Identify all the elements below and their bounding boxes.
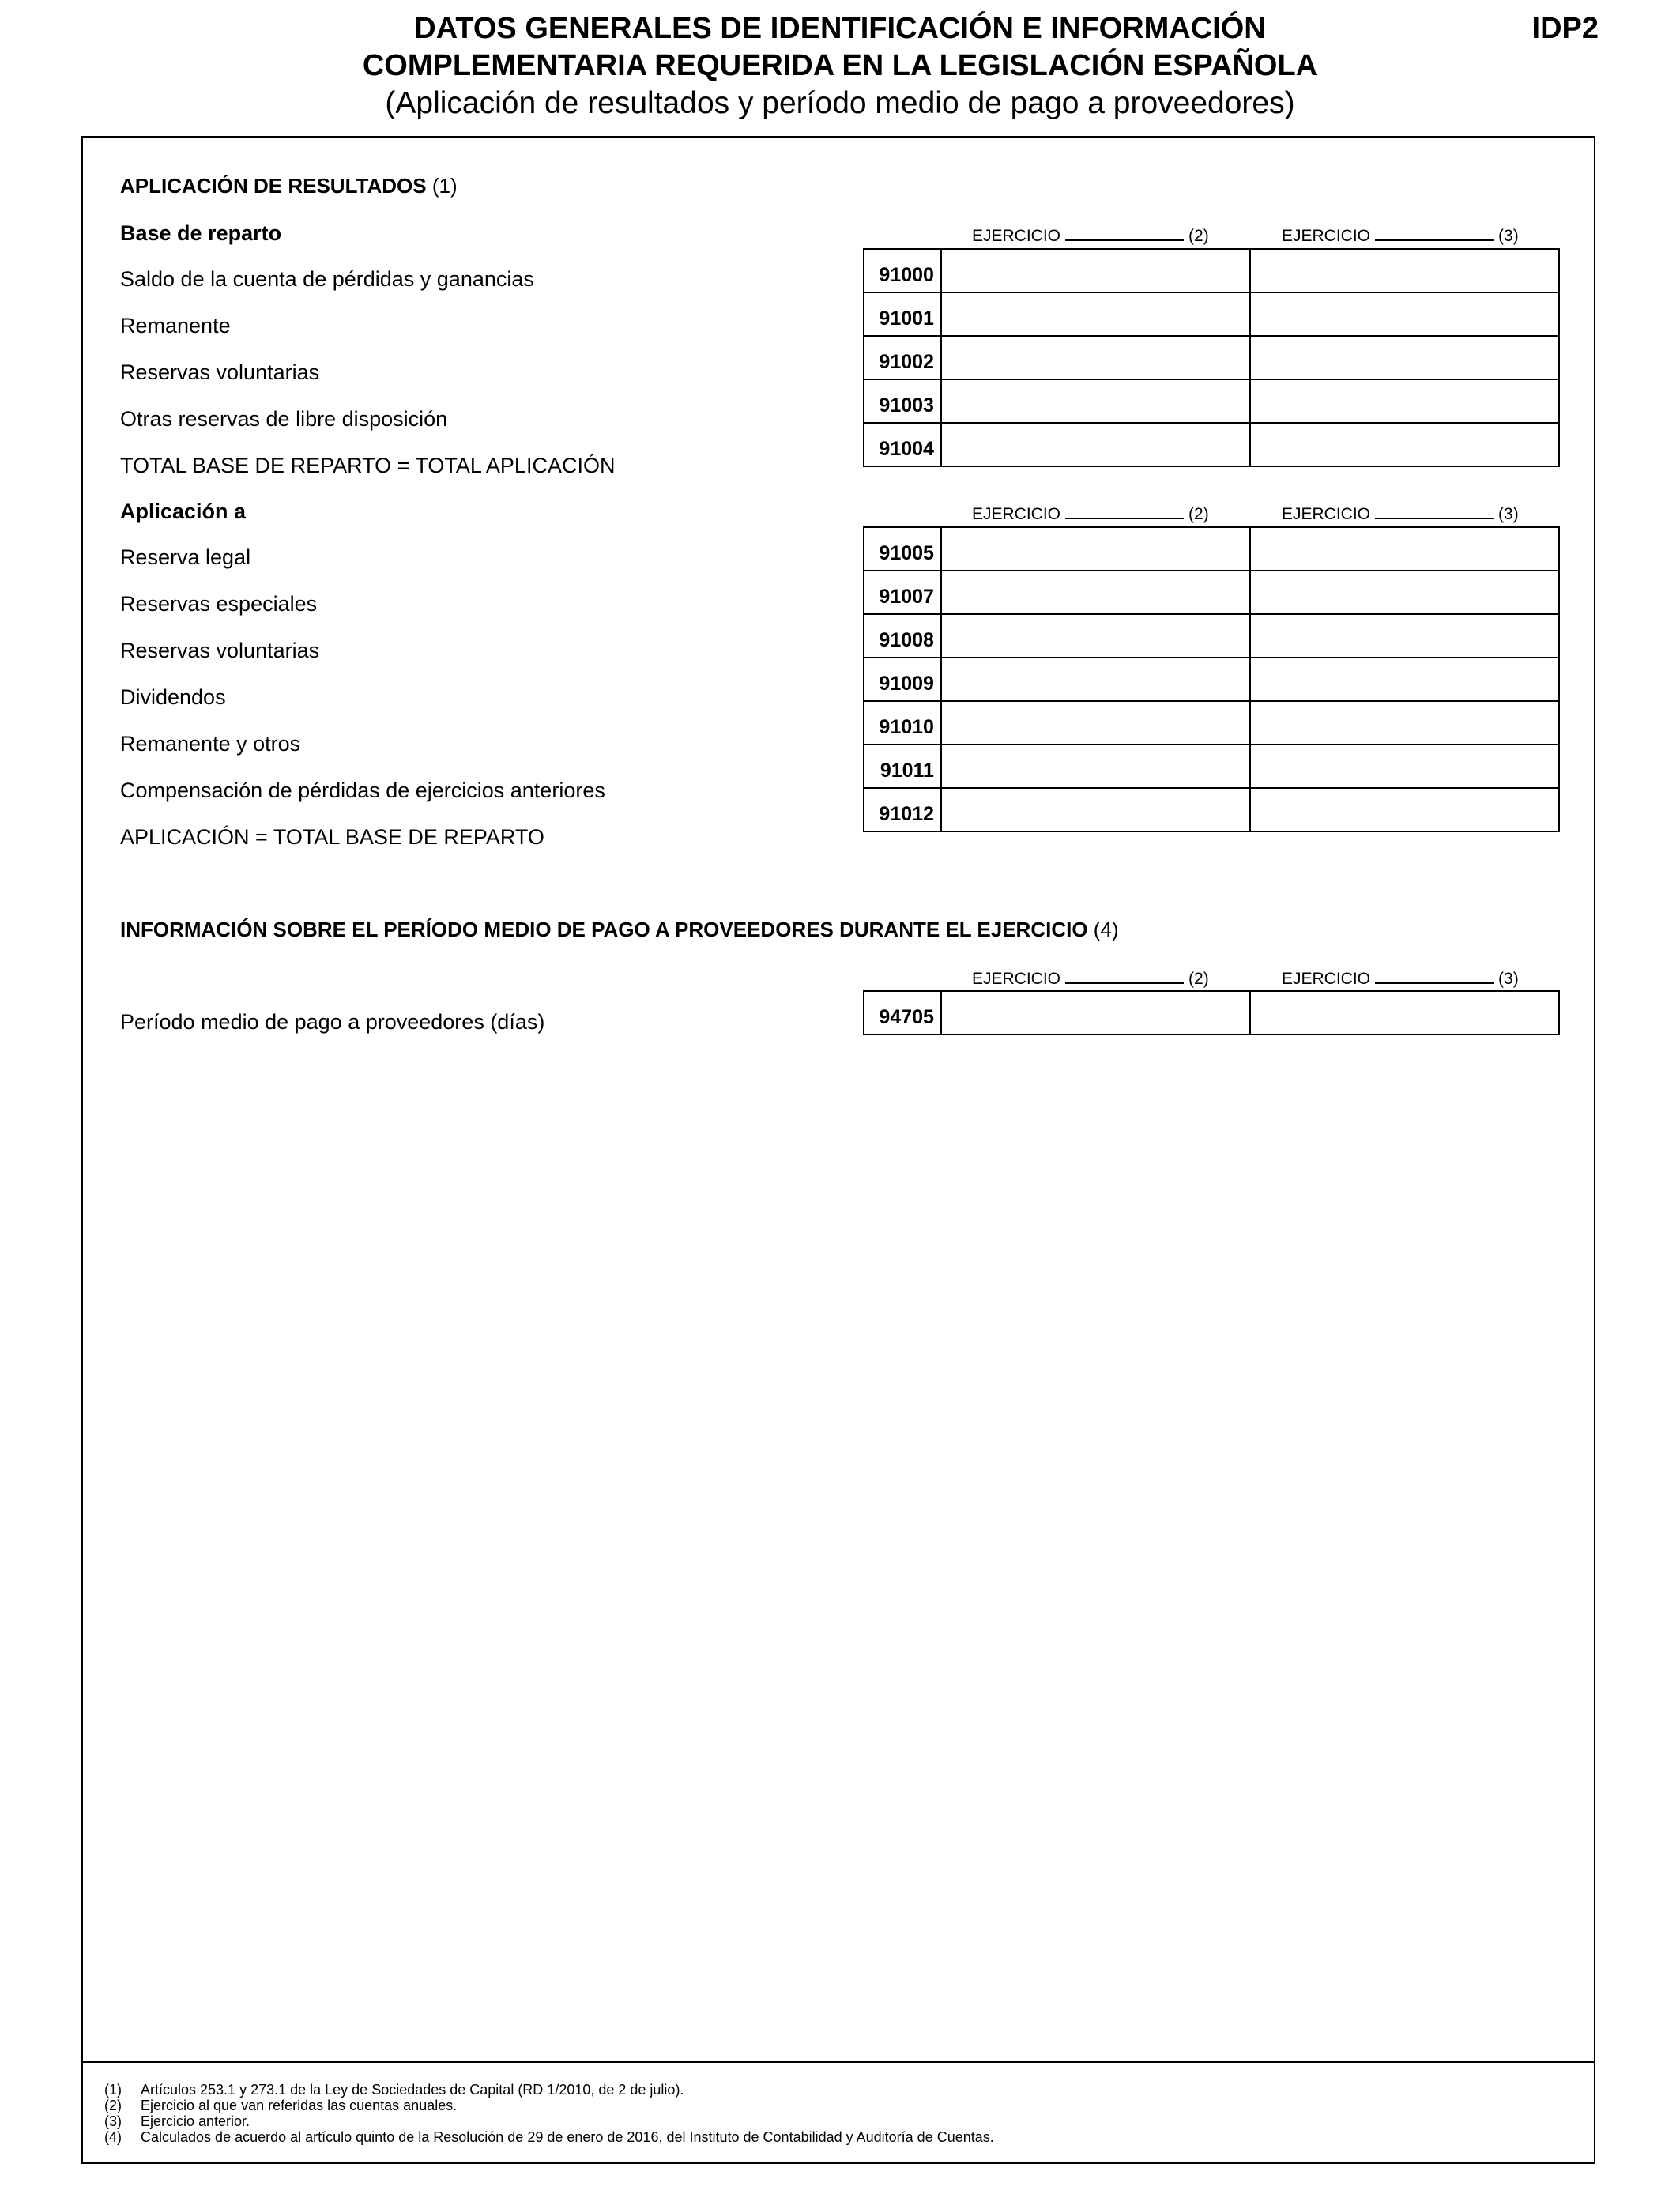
section-title-aplicacion [120,174,458,198]
year-blank [1065,968,1184,984]
aplicacion-heading: Aplicación a [120,499,247,523]
page-title-line2: COMPLEMENTARIA REQUERIDA EN LA LEGISLACIÓN ESPAÑOLA [362,49,1318,82]
amount-current-field[interactable] [941,336,1250,379]
footnote [104,2113,250,2129]
amount-previous-field[interactable] [1250,701,1559,745]
column-header-note: (3) [1498,505,1519,523]
row-label: Reservas especiales [120,592,318,616]
amount-current-field[interactable] [941,614,1250,658]
footnote-text: Ejercicio al que van referidas las cuentas anuales. [141,2098,458,2113]
row-label: Reservas voluntarias [120,639,320,662]
table-row [864,745,1559,788]
footnote-divider [81,2061,1595,2063]
section-title-note: (1) [431,174,458,198]
table-row [864,658,1559,701]
form-code: IDP2 [1531,12,1599,45]
amount-previous-field[interactable] [1250,788,1559,831]
amount-current-field[interactable] [941,423,1250,466]
year-blank [1375,503,1494,519]
column-header-current [972,225,1209,246]
footnote [104,2129,994,2145]
row-label: Remanente [120,314,231,337]
row-label: Dividendos [120,685,226,709]
year-blank [1065,225,1184,241]
row-label: APLICACIÓN = TOTAL BASE DE REPARTO [120,825,544,849]
row-label: Reserva legal [120,545,251,569]
column-header-note: (3) [1498,227,1519,245]
row-label: Compensación de pérdidas de ejercicios anteriores [120,778,605,802]
aplicacion-table [863,526,1560,832]
column-header-previous [1282,225,1519,246]
box-code: 91008 [864,614,941,658]
column-header-label: EJERCICIO [972,505,1061,523]
column-header-current [972,968,1209,989]
amount-current-field[interactable] [941,571,1250,614]
table-row [864,571,1559,614]
row-label: Remanente y otros [120,732,301,756]
amount-previous-field[interactable] [1250,292,1559,336]
amount-previous-field[interactable] [1250,991,1559,1035]
table-row [864,336,1559,379]
box-code: 91009 [864,658,941,701]
table-row [864,379,1559,423]
row-label: Reservas voluntarias [120,360,320,384]
column-header-label: EJERCICIO [972,970,1061,988]
amount-current-field[interactable] [941,249,1250,292]
year-blank [1375,225,1494,241]
table-row [864,249,1559,292]
footnote-number: (3) [104,2113,122,2129]
footnote-text: Ejercicio anterior. [141,2113,250,2129]
box-code: 91007 [864,571,941,614]
amount-previous-field[interactable] [1250,379,1559,423]
column-header-previous [1282,968,1519,989]
base-heading: Base de reparto [120,221,282,245]
amount-previous-field[interactable] [1250,527,1559,571]
amount-previous-field[interactable] [1250,423,1559,466]
year-blank [1375,968,1494,984]
amount-current-field[interactable] [941,379,1250,423]
section-title-note: (4) [1093,918,1119,941]
footnote-number: (4) [104,2129,122,2145]
section-title-text: APLICACIÓN DE RESULTADOS [120,174,427,198]
row-label: TOTAL BASE DE REPARTO = TOTAL APLICACIÓN [120,454,616,477]
amount-current-field[interactable] [941,527,1250,571]
table-row [864,991,1559,1035]
table-row [864,423,1559,466]
column-header-note: (2) [1188,227,1209,245]
pago-table [863,990,1560,1035]
box-code: 91004 [864,423,941,466]
base-table [863,248,1560,467]
box-code: 91011 [864,745,941,788]
column-header-previous [1282,503,1519,524]
footnote [104,2082,684,2098]
year-blank [1065,503,1184,519]
column-header-note: (3) [1498,970,1519,988]
amount-previous-field[interactable] [1250,658,1559,701]
column-header-label: EJERCICIO [1282,970,1371,988]
table-row [864,788,1559,831]
footnote-number: (2) [104,2098,122,2113]
amount-current-field[interactable] [941,991,1250,1035]
table-row [864,614,1559,658]
footnote-text: Artículos 253.1 y 273.1 de la Ley de Sociedades de Capital (RD 1/2010, de 2 de julio). [141,2082,684,2098]
column-header-note: (2) [1188,970,1209,988]
column-header-current [972,503,1209,524]
box-code: 94705 [864,991,941,1035]
column-header-label: EJERCICIO [1282,227,1371,245]
row-label: Saldo de la cuenta de pérdidas y ganancias [120,267,534,291]
amount-previous-field[interactable] [1250,571,1559,614]
amount-previous-field[interactable] [1250,336,1559,379]
box-code: 91012 [864,788,941,831]
amount-current-field[interactable] [941,658,1250,701]
section-title-text: INFORMACIÓN SOBRE EL PERÍODO MEDIO DE PAGO A PROVEEDORES DURANTE EL EJERCICIO [120,918,1088,941]
column-header-label: EJERCICIO [1282,505,1371,523]
footnote-text: Calculados de acuerdo al artículo quinto de la Resolución de 29 de enero de 2016, del Instituto de Contabilidad y Auditoría de Cuentas. [141,2129,994,2145]
amount-previous-field[interactable] [1250,614,1559,658]
box-code: 91005 [864,527,941,571]
box-code: 91000 [864,249,941,292]
amount-current-field[interactable] [941,745,1250,788]
box-code: 91010 [864,701,941,745]
column-header-note: (2) [1188,505,1209,523]
amount-current-field[interactable] [941,292,1250,336]
table-row [864,292,1559,336]
amount-previous-field[interactable] [1250,249,1559,292]
box-code: 91003 [864,379,941,423]
page-title-line1: DATOS GENERALES DE IDENTIFICACIÓN E INFORMACIÓN [414,12,1266,45]
row-label: Otras reservas de libre disposición [120,407,448,431]
row-label: Período medio de pago a proveedores (días) [120,1010,545,1034]
amount-current-field[interactable] [941,788,1250,831]
page-subtitle: (Aplicación de resultados y período medio de pago a proveedores) [385,86,1295,120]
amount-current-field[interactable] [941,701,1250,745]
box-code: 91002 [864,336,941,379]
box-code: 91001 [864,292,941,336]
table-row [864,701,1559,745]
amount-previous-field[interactable] [1250,745,1559,788]
section-title-pago [120,918,1119,941]
footnote-number: (1) [104,2082,122,2098]
column-header-label: EJERCICIO [972,227,1061,245]
table-row [864,527,1559,571]
footnote [104,2098,457,2113]
